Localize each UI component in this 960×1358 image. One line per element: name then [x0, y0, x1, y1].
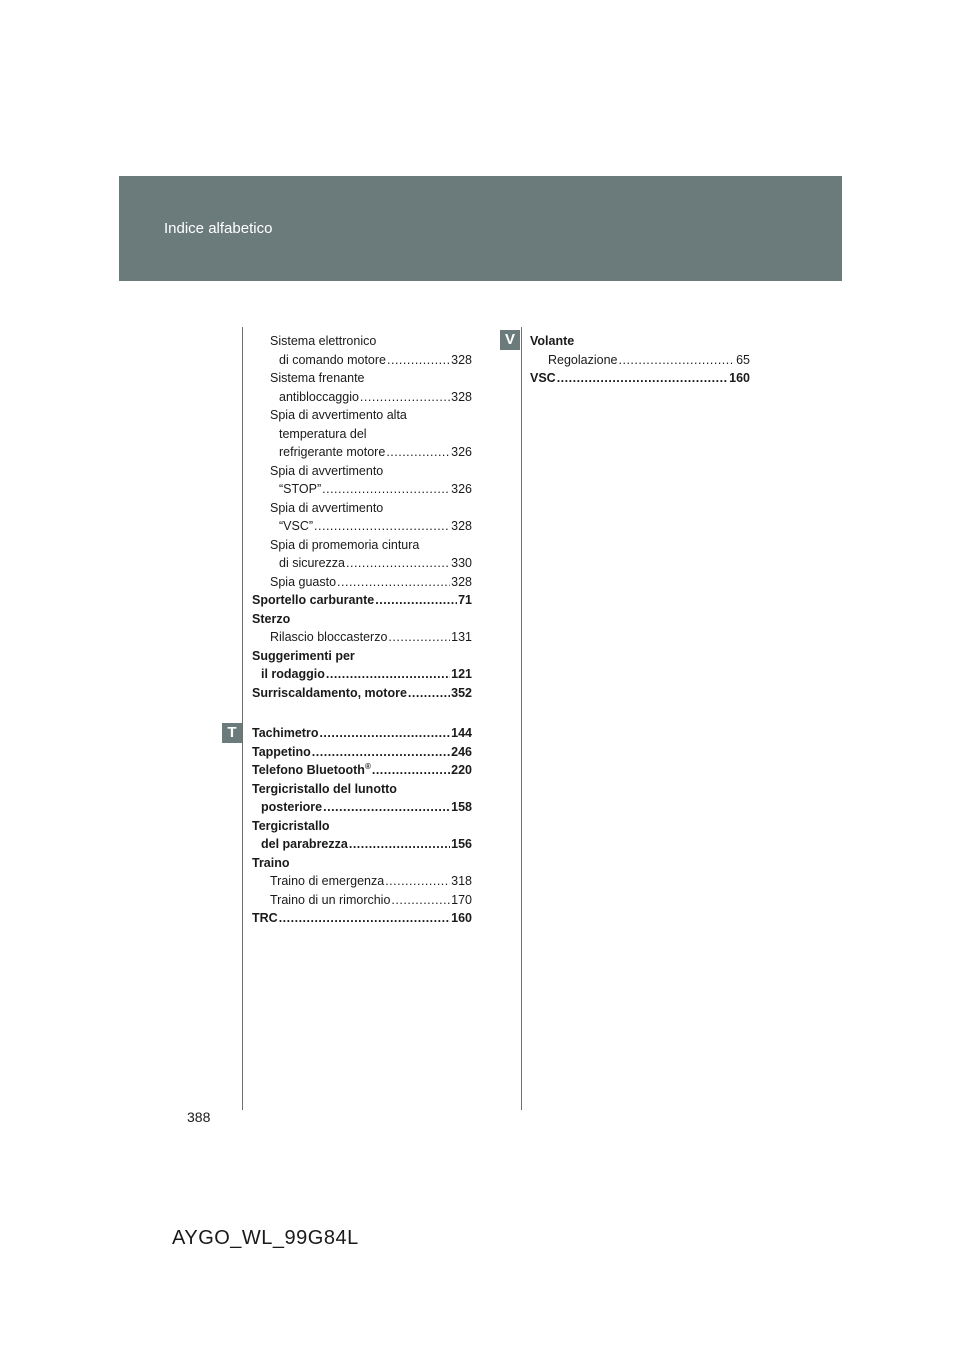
entry-page: 330 — [451, 556, 472, 570]
entry-page: 158 — [451, 800, 472, 814]
entry-page: 160 — [729, 371, 750, 385]
entry-page: 144 — [451, 726, 472, 740]
index-entry — [252, 443, 472, 462]
entry-page: 318 — [451, 874, 472, 888]
entry-text: Rilascio bloccasterzo — [270, 630, 388, 644]
index-entry — [252, 665, 472, 684]
index-entry — [252, 798, 472, 817]
index-entry — [252, 684, 472, 703]
index-entry — [530, 369, 750, 388]
entry-page: 328 — [451, 352, 472, 367]
entry-page: 156 — [451, 837, 472, 851]
entry-page: 220 — [451, 763, 472, 777]
index-column-right — [530, 332, 750, 388]
index-entry — [252, 351, 472, 370]
index-column-left — [252, 332, 472, 928]
entry-page: 131 — [451, 630, 472, 644]
index-entry: Spia di avvertimento alta — [270, 408, 407, 422]
entry-page: 326 — [451, 482, 472, 496]
entry-page: 326 — [451, 445, 472, 459]
index-entry — [252, 480, 472, 499]
index-entry — [252, 909, 472, 928]
page-number: 388 — [187, 1109, 211, 1125]
index-entry — [252, 573, 472, 592]
entry-page: 121 — [451, 667, 472, 681]
entry-text: Sportello carburante — [252, 593, 375, 607]
entry-page: 246 — [451, 744, 472, 759]
index-entry — [252, 591, 472, 610]
index-entry: Suggerimenti per — [252, 648, 355, 663]
header-title: Indice alfabetico — [164, 220, 273, 237]
entry-text — [252, 761, 371, 780]
section-letter-v: V — [500, 330, 520, 350]
entry-text-main: Telefono Bluetooth — [252, 763, 365, 777]
column-divider-left — [242, 327, 243, 1110]
index-entry: Spia di promemoria cintura — [270, 537, 420, 552]
entry-page: 170 — [451, 892, 472, 907]
index-entry: Sterzo — [252, 611, 291, 626]
entry-page: 160 — [451, 911, 472, 925]
entry-text: TRC — [252, 911, 278, 925]
entry-text: “STOP” — [279, 482, 322, 496]
entry-page: 328 — [451, 389, 472, 404]
document-code: AYGO_WL_99G84L — [172, 1227, 359, 1249]
index-entry — [252, 724, 472, 743]
entry-text: Traino di emergenza — [270, 874, 385, 888]
entry-text: di sicurezza — [279, 556, 345, 570]
index-entry: Tergicristallo del lunotto — [252, 781, 397, 796]
index-entry — [252, 891, 472, 910]
entry-text: posteriore — [261, 800, 323, 814]
entry-text: “VSC” — [279, 519, 314, 533]
entry-text: VSC — [530, 371, 556, 385]
index-entry: Tergicristallo — [252, 818, 330, 833]
section-letter-t: T — [222, 723, 242, 743]
entry-text: antibloccaggio — [279, 389, 359, 404]
entry-text: il rodaggio — [261, 667, 325, 681]
index-entry — [252, 872, 472, 891]
entry-page: 71 — [458, 593, 472, 607]
entry-page: 352 — [451, 685, 472, 700]
entry-text: del parabrezza — [261, 837, 348, 851]
index-entry: Spia di avvertimento — [270, 463, 384, 478]
index-entry: Spia di avvertimento — [270, 500, 384, 515]
index-entry — [252, 554, 472, 573]
index-entry — [252, 517, 472, 536]
page-header — [119, 176, 842, 281]
index-entry — [252, 761, 472, 780]
registered-mark: ® — [364, 761, 371, 771]
index-entry — [252, 388, 472, 407]
entry-page: 328 — [451, 519, 472, 533]
entry-text: refrigerante motore — [279, 445, 386, 459]
entry-text: Tachimetro — [252, 726, 319, 740]
index-entry — [252, 628, 472, 647]
index-entry: Volante — [530, 334, 575, 348]
index-entry: Sistema elettronico — [270, 334, 377, 348]
entry-text: Spia guasto — [270, 574, 337, 589]
index-entry: Sistema frenante — [270, 371, 365, 385]
index-entry — [252, 743, 472, 762]
entry-text: Regolazione — [548, 352, 618, 367]
entry-text: Surriscaldamento, motore — [252, 685, 407, 700]
column-divider-right — [521, 327, 522, 1110]
entry-text: Traino di un rimorchio — [270, 892, 391, 907]
entry-text: di comando motore — [279, 352, 387, 367]
entry-page: 328 — [451, 574, 472, 589]
index-entry: temperatura del — [279, 426, 367, 441]
index-entry: Traino — [252, 855, 290, 870]
entry-page: 65 — [736, 352, 750, 367]
index-entry — [252, 835, 472, 854]
entry-text: Tappetino — [252, 744, 311, 759]
index-entry — [530, 351, 750, 370]
